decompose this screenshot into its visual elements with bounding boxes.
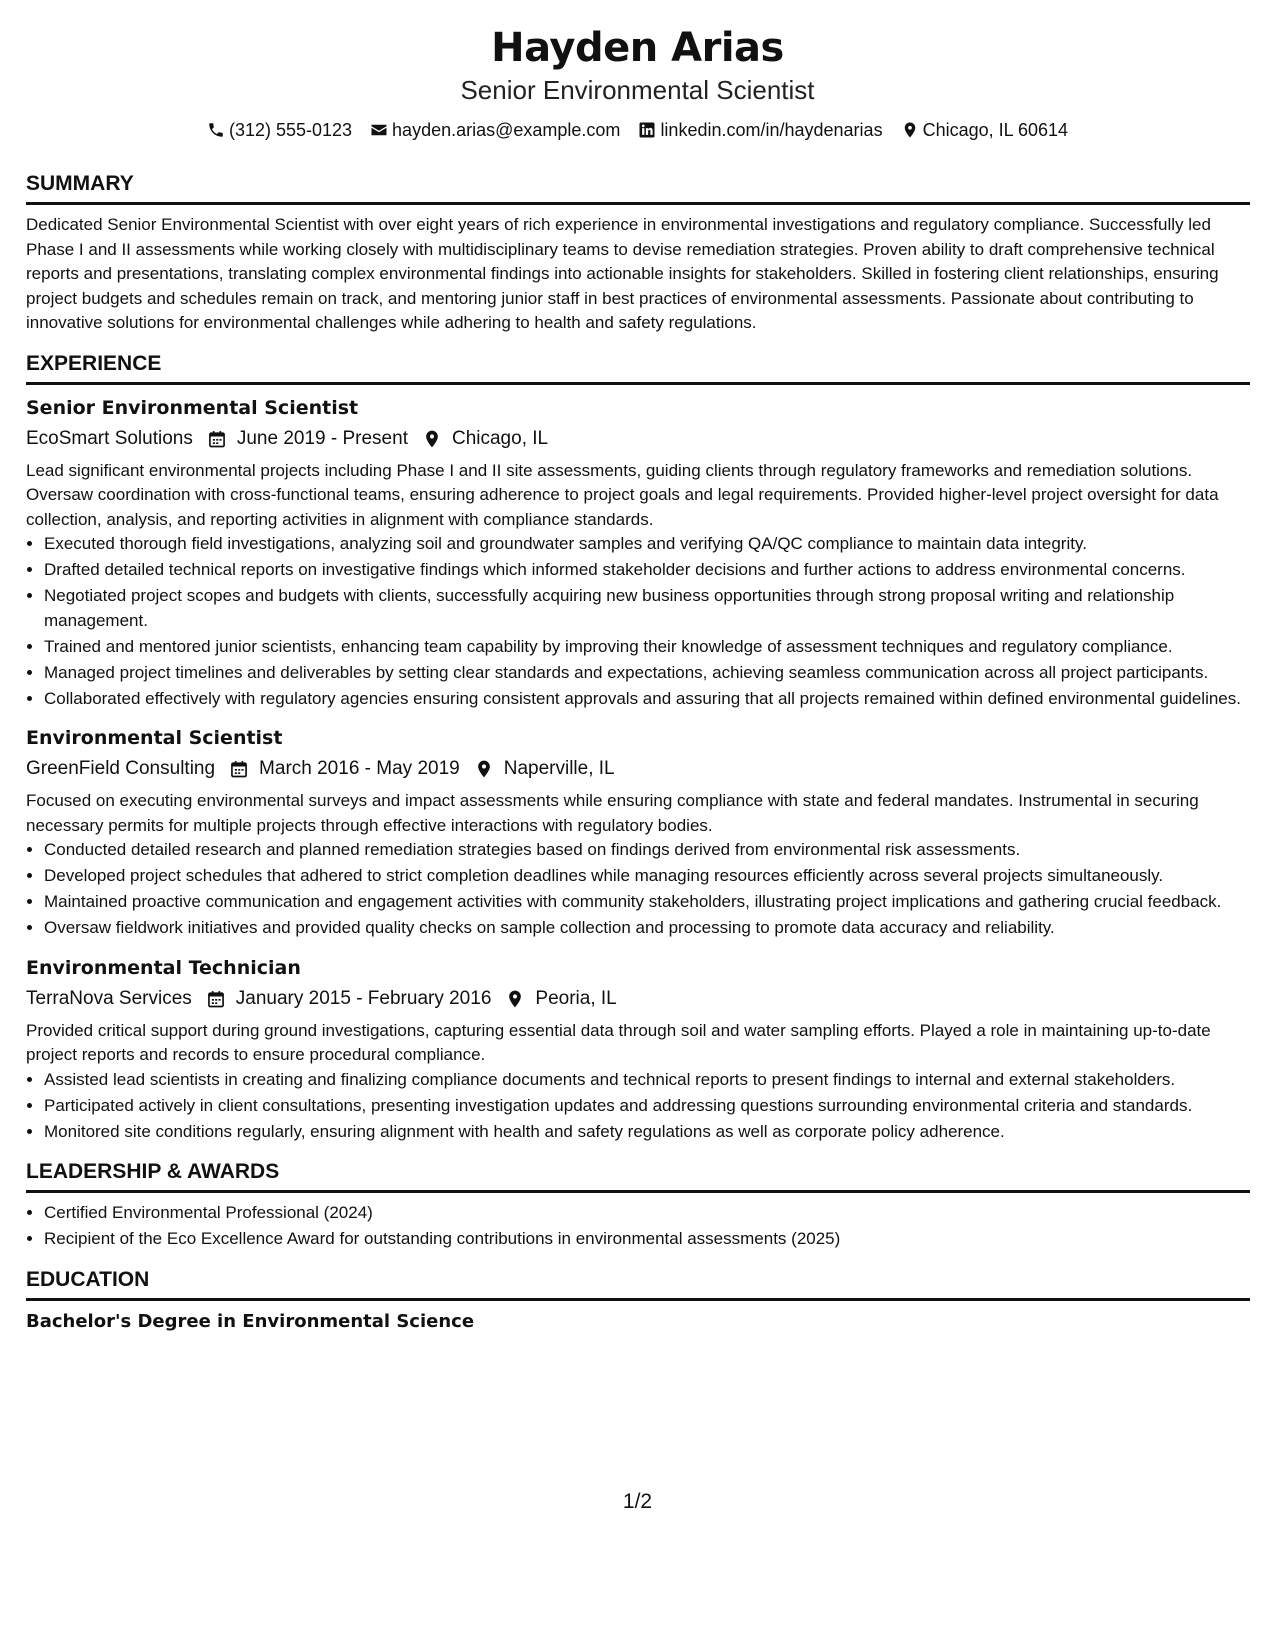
job-description: Focused on executing environmental surveys and impact assessments while ensuring compliance with state and federal mandates. Instrumental in securing necessary permits for multiple projects through effective interactions with regulatory bodies. bbox=[26, 791, 1199, 835]
awards-section bbox=[26, 1158, 1250, 1252]
list-item: • Recipient of the Eco Excellence Award for outstanding contributions in environmental assessments (2025) bbox=[44, 1227, 1250, 1252]
list-item: • Collaborated effectively with regulatory agencies ensuring consistent approvals and assuring that all projects remained within defined environmental guidelines. bbox=[44, 687, 1250, 712]
map-pin-icon bbox=[505, 989, 535, 1009]
job-location-text: Naperville, IL bbox=[503, 758, 615, 779]
summary-heading: SUMMARY bbox=[26, 170, 1250, 205]
job-dates bbox=[207, 423, 408, 455]
list-item: • Managed project timelines and deliverables by setting clear standards and expectations, achieving seamless communication across all project participants. bbox=[44, 661, 1250, 686]
contact-phone bbox=[207, 118, 352, 142]
job-bullets bbox=[26, 532, 1250, 711]
job-title: Environmental Scientist bbox=[26, 727, 283, 749]
job-company bbox=[26, 983, 192, 1015]
calendar-icon bbox=[207, 429, 237, 449]
job-title: Senior Environmental Scientist bbox=[26, 396, 359, 419]
resume-content bbox=[26, 170, 1250, 1349]
linkedin-icon bbox=[638, 121, 656, 139]
job-location-text: Chicago, IL bbox=[451, 427, 549, 449]
job-meta bbox=[26, 983, 1250, 1015]
envelope-icon bbox=[370, 121, 388, 139]
job-location bbox=[474, 753, 615, 785]
summary-text: Dedicated Senior Environmental Scientist with over eight years of rich experience in environmental investigations and regulatory compliance. Successfully led Phase I and II assessments while working closely with multidisciplinary teams to devise remediation strategies. Proven ability to draft comprehensive technical reports and presentations, translating complex environmental findings into actionable insights for stakeholders. Skilled in fostering client relationships, ensuring project budgets and schedules remain on track, and mentoring junior staff in best practices of environmental assessments. Passionate about contributing to innovative solutions for environmental challenges while adhering to health and safety regulations. bbox=[26, 215, 1219, 332]
education-section bbox=[26, 1266, 1250, 1335]
job-description: Lead significant environmental projects including Phase I and II site assessments, guiding clients through regulatory frameworks and remediation solutions. Oversaw coordination with cross-functional teams, ensuring adherence to project goals and legal requirements. Provided higher-level project oversight for data collection, analysis, and reporting activities in alignment with compliance standards. bbox=[26, 460, 1219, 529]
education-degree: Bachelor's Degree in Environmental Science bbox=[26, 1310, 475, 1332]
candidate-title: Senior Environmental Scientist bbox=[460, 75, 815, 105]
job-entry bbox=[26, 723, 1250, 941]
candidate-name: Hayden Arias bbox=[491, 25, 784, 71]
job-dates bbox=[206, 983, 492, 1015]
contact-linkedin[interactable] bbox=[638, 118, 882, 142]
awards-heading: LEADERSHIP & AWARDS bbox=[26, 1158, 1250, 1193]
map-pin-icon bbox=[474, 759, 504, 779]
list-item: • Developed project schedules that adhered to strict completion deadlines while managing resources efficiently across several projects simultaneously. bbox=[44, 864, 1250, 889]
page-number: 1/2 bbox=[622, 1490, 653, 1513]
list-item: • Executed thorough field investigations, analyzing soil and groundwater samples and verifying QA/QC compliance to maintain data integrity. bbox=[44, 532, 1250, 557]
job-dates bbox=[229, 753, 460, 785]
job-location-text: Peoria, IL bbox=[535, 987, 617, 1009]
list-item: • Maintained proactive communication and engagement activities with community stakeholders, illustrating project implications and gathering crucial feedback. bbox=[44, 890, 1250, 915]
list-item: • Conducted detailed research and planned remediation strategies based on findings derived from environmental risk assessments. bbox=[44, 838, 1250, 863]
resume-header bbox=[0, 22, 1275, 142]
calendar-icon bbox=[206, 989, 236, 1009]
job-location bbox=[422, 423, 548, 455]
job-company bbox=[26, 753, 215, 785]
list-item: • Participated actively in client consultations, presenting investigation updates and addressing questions surrounding environmental criteria and standards. bbox=[44, 1094, 1250, 1119]
company-name: GreenField Consulting bbox=[26, 758, 216, 779]
job-dates-text: March 2016 - May 2019 bbox=[259, 758, 460, 779]
experience-heading: EXPERIENCE bbox=[26, 350, 1250, 385]
contact-linkedin-text[interactable]: linkedin.com/in/haydenarias bbox=[660, 120, 883, 140]
job-bullets bbox=[26, 1068, 1250, 1145]
company-name: TerraNova Services bbox=[26, 987, 192, 1009]
contact-email-text[interactable]: hayden.arias@example.com bbox=[392, 120, 621, 140]
education-heading: EDUCATION bbox=[26, 1266, 1250, 1301]
contact-email[interactable] bbox=[370, 118, 620, 142]
list-item: • Drafted detailed technical reports on investigative findings which informed stakeholder decisions and further actions to address environmental concerns. bbox=[44, 558, 1250, 583]
list-item: • Trained and mentored junior scientists, enhancing team capability by improving their knowledge of assessment techniques and regulatory compliance. bbox=[44, 635, 1250, 660]
phone-icon bbox=[207, 121, 225, 139]
job-entry bbox=[26, 393, 1250, 712]
list-item: • Certified Environmental Professional (2024) bbox=[44, 1201, 1250, 1226]
awards-list bbox=[26, 1201, 1250, 1252]
list-item: • Monitored site conditions regularly, ensuring alignment with health and safety regulations as well as corporate policy adherence. bbox=[44, 1120, 1250, 1145]
job-dates-text: January 2015 - February 2016 bbox=[235, 987, 492, 1009]
job-location bbox=[505, 983, 616, 1015]
contact-location bbox=[901, 118, 1068, 142]
contact-bar bbox=[0, 118, 1275, 142]
map-pin-icon bbox=[901, 121, 919, 139]
experience-section bbox=[26, 350, 1250, 1145]
list-item: • Assisted lead scientists in creating and finalizing compliance documents and technical reports to present findings to internal and external stakeholders. bbox=[44, 1068, 1250, 1093]
company-name: EcoSmart Solutions bbox=[26, 427, 193, 449]
contact-phone-text: (312) 555-0123 bbox=[228, 120, 353, 140]
job-dates-text: June 2019 - Present bbox=[236, 427, 408, 449]
list-item: • Oversaw fieldwork initiatives and provided quality checks on sample collection and processing to promote data accuracy and reliability. bbox=[44, 916, 1250, 941]
list-item: • Negotiated project scopes and budgets with clients, successfully acquiring new business opportunities through strong proposal writing and relationship management. bbox=[44, 584, 1250, 633]
map-pin-icon bbox=[422, 429, 452, 449]
calendar-icon bbox=[229, 759, 259, 779]
contact-location-text: Chicago, IL 60614 bbox=[922, 120, 1069, 140]
summary-section bbox=[26, 170, 1250, 336]
job-company bbox=[26, 423, 193, 455]
job-bullets bbox=[26, 838, 1250, 941]
job-meta bbox=[26, 423, 1250, 455]
job-meta bbox=[26, 753, 1250, 785]
job-description: Provided critical support during ground investigations, capturing essential data through soil and water sampling efforts. Played a role in maintaining up-to-date project reports and records to ensure procedural compliance. bbox=[26, 1020, 1211, 1064]
job-entry bbox=[26, 953, 1250, 1145]
job-title: Environmental Technician bbox=[26, 956, 301, 979]
